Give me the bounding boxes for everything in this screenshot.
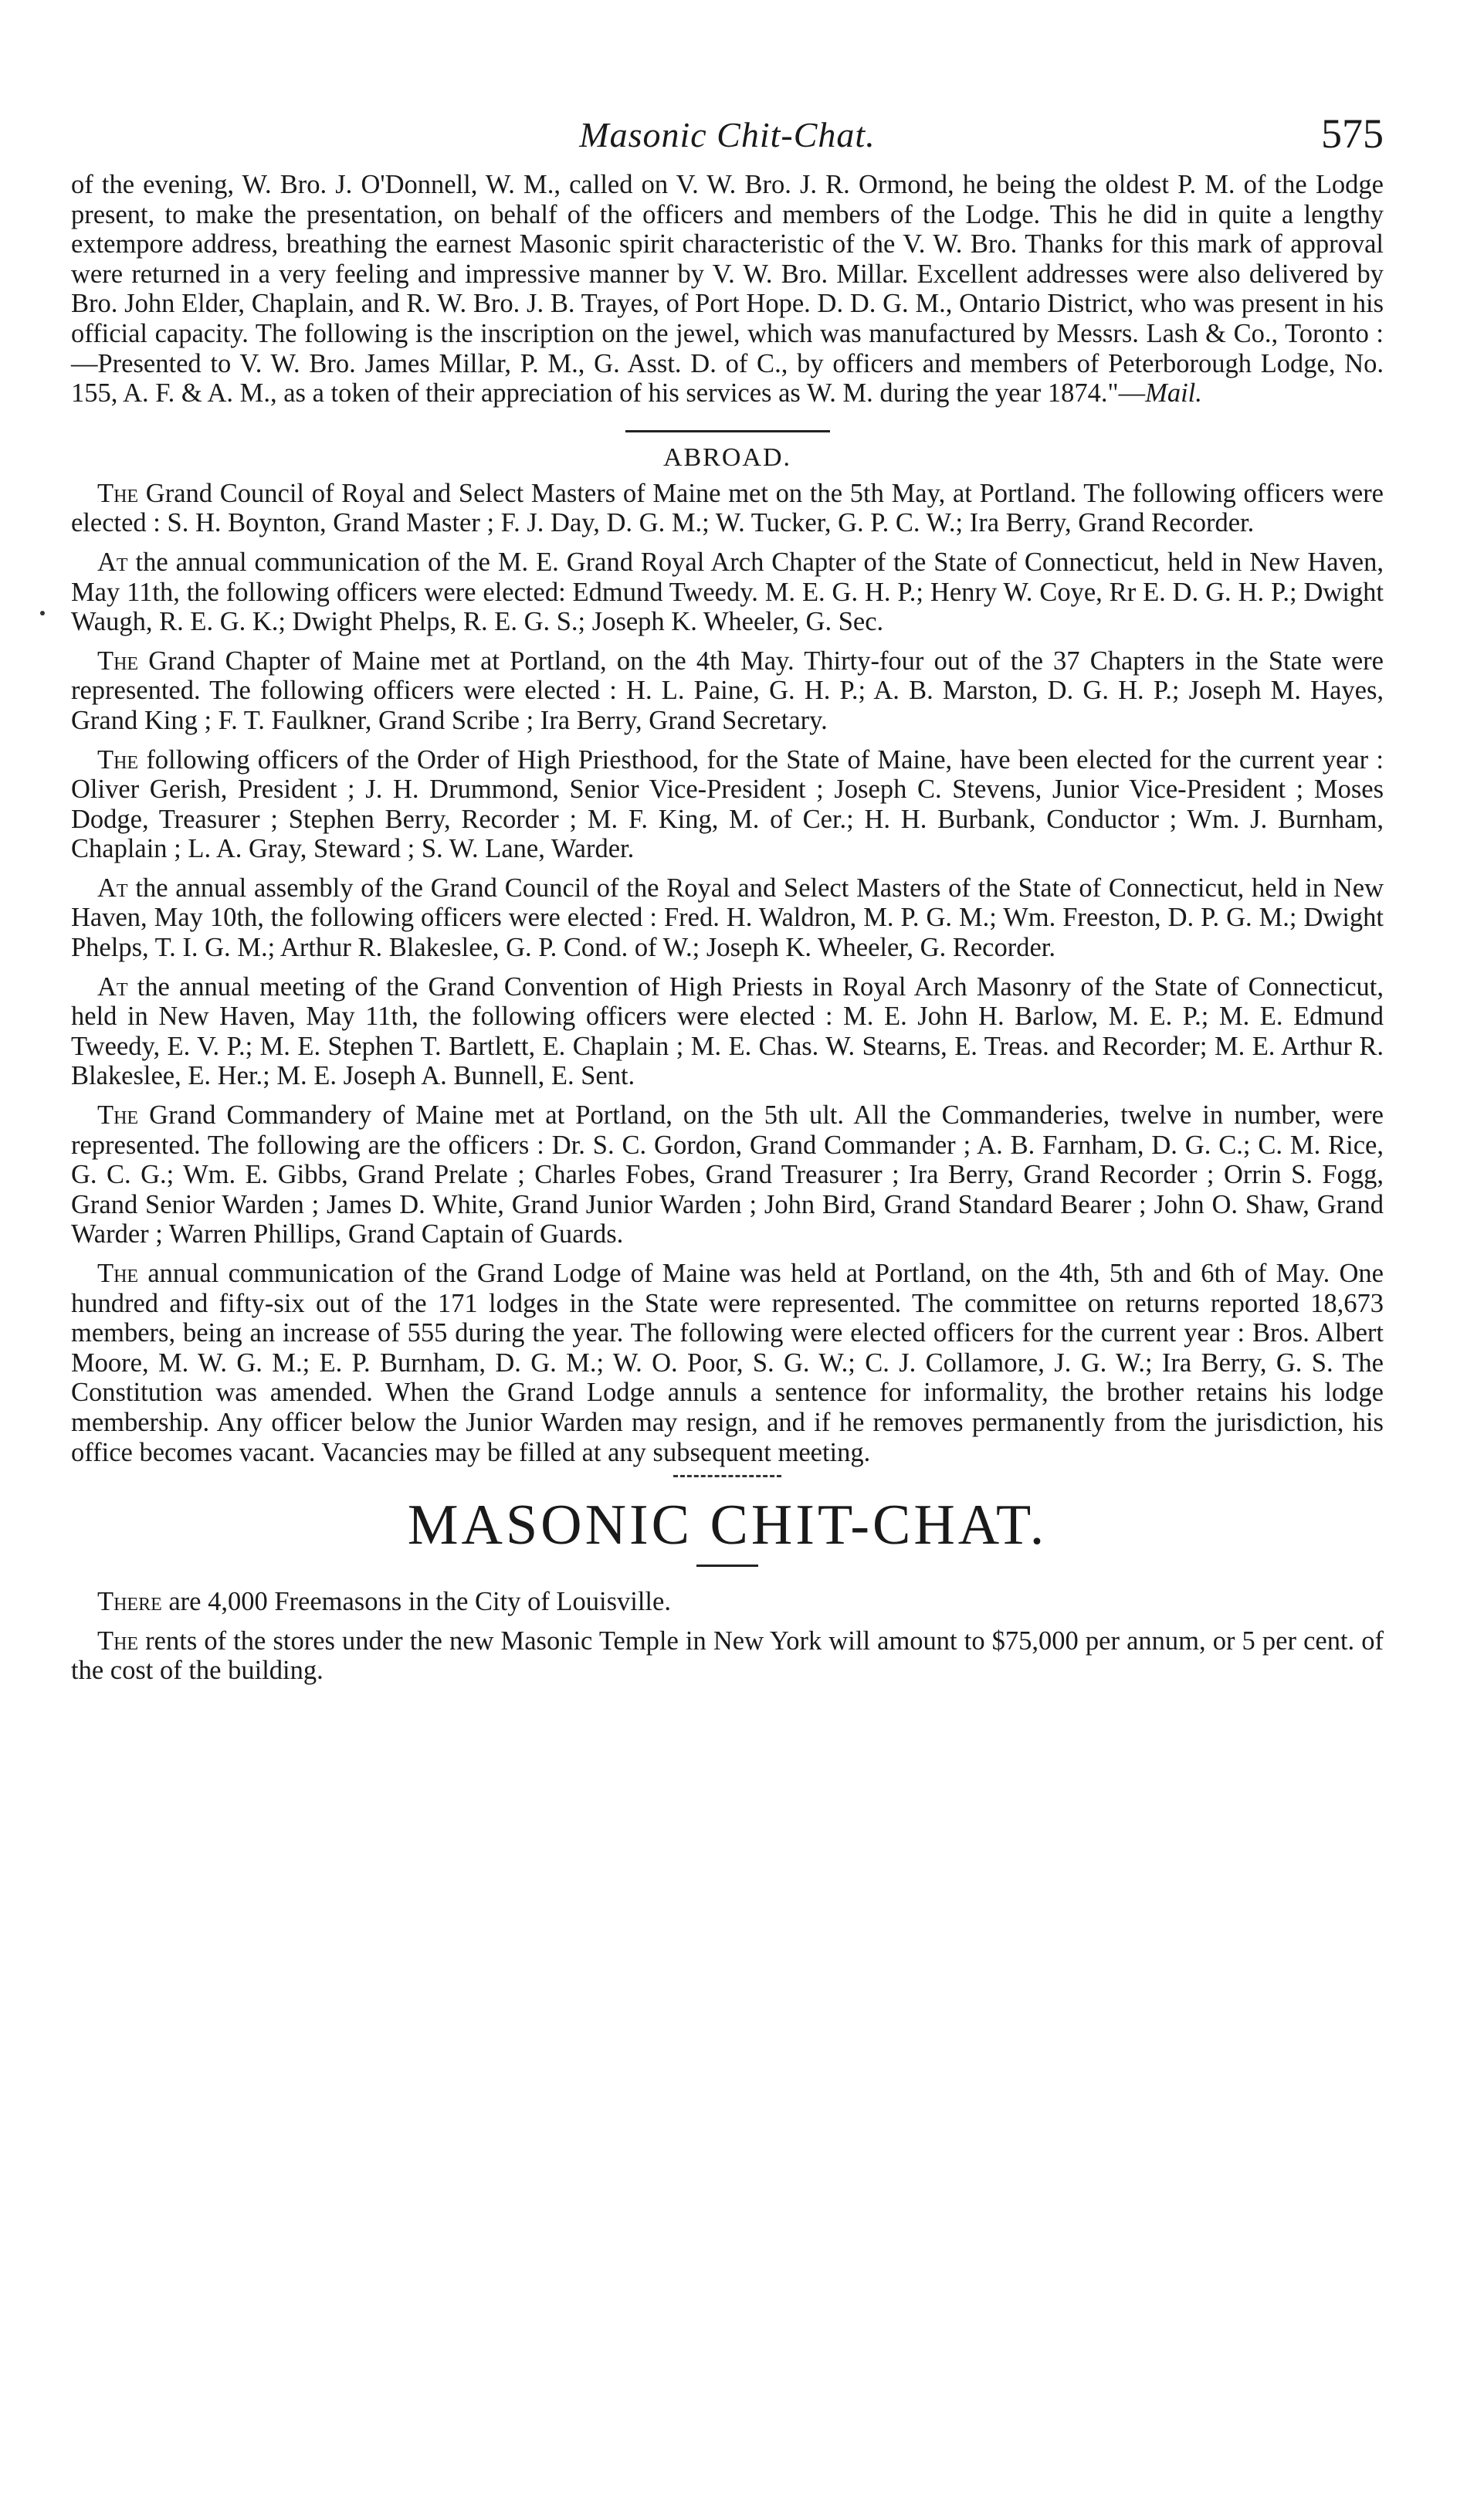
abroad-paragraph-2	[71, 548, 1384, 637]
intro-source: Mail.	[1145, 378, 1202, 409]
abroad-heading: ABROAD.	[662, 442, 792, 472]
lead-word: The	[97, 1100, 139, 1131]
intro-paragraph	[71, 170, 1384, 409]
heading-underline	[696, 1565, 758, 1567]
chit-chat-section	[71, 1587, 1384, 1686]
paragraph-text: are 4,000 Freemasons in the City of Louisville.	[161, 1587, 671, 1617]
paragraph-text: Grand Council of Royal and Select Masters of Maine met on the 5th May, at Portland. The following officers were elected : S. H. Boynton, Grand Master ; F. J. Day, D. G. M.; W. Tucker, G. P. C. W.; Ira Berry, Grand Recorder.	[71, 478, 1384, 538]
running-head	[71, 108, 1384, 170]
abroad-section	[71, 479, 1384, 1467]
chit-chat-heading: MASONIC CHIT-CHAT.	[407, 1493, 1048, 1558]
paragraph-text: following officers of the Order of High Priesthood, for the State of Maine, have been elected for the current year : Oliver Gerish, President ; J. H. Drummond, Senior Vice-President ; Joseph C. Stevens, Junior Vice-President ; Moses Dodge, Treasurer ; Stephen Berry, Recorder ; M. F. King, M. of Cer.; H. H. Burbank, Conductor ; Wm. J. Burnham, Chaplain ; L. A. Gray, Steward ; S. W. Lane, Warder.	[71, 744, 1384, 864]
lead-word: The	[97, 1259, 139, 1288]
abroad-paragraph-8	[71, 1259, 1384, 1467]
section-rule	[625, 430, 830, 432]
page	[71, 108, 1384, 1686]
paragraph-text: rents of the stores under the new Masonic Temple in New York will amount to $75,000 per annum, or 5 per cent. of the cost of the building.	[71, 1626, 1384, 1686]
page-number: 575	[1321, 110, 1384, 157]
running-title: Masonic Chit-Chat.	[579, 115, 876, 154]
paragraph-text: Grand Chapter of Maine met at Portland, on the 4th May. Thirty-four out of the 37 Chapters in the State were represented. The following officers were elected : H. L. Paine, G. H. P.; A. B. Marston, D. G. H. P.; Joseph M. Hayes, Grand King ; F. T. Faulkner, Grand Scribe ; Ira Berry, Grand Secretary.	[71, 646, 1384, 735]
lead-word: The	[97, 646, 139, 676]
paragraph-text: annual communication of the Grand Lodge of Maine was held at Portland, on the 4th, 5th and 6th of May. One hundred and fifty-six out of the 171 lodges in the State were represented. The committee on returns reported 18,673 members, being an increase of 555 during the year. The following were elected officers for the current year : Bros. Albert Moore, M. W. G. M.; E. P. Burnham, D. G. M.; W. O. Poor, S. G. W.; C. J. Collamore, J. G. W.; Ira Berry, G. S. The Constitution was amended. When the Grand Lodge annuls a sentence for informality, the brother retains his lodge membership. Any officer below the Junior Warden may resign, and if he removes permanently from the jurisdiction, his office becomes vacant. Vacancies may be filled at any subsequent meeting.	[71, 1259, 1384, 1467]
lead-word: There	[97, 1587, 162, 1617]
dashed-separator	[673, 1475, 781, 1477]
intro-text: of the evening, W. Bro. J. O'Donnell, W. M., called on V. W. Bro. J. R. Ormond, he being the oldest P. M. of the Lodge present, to make the presentation, on behalf of the officers and members of the Lodge. This he did in quite a lengthy extempore address, breathing the earnest Masonic spirit characteristic of the V. W. Bro. Thanks for this mark of approval were returned in a very feeling and impressive manner by V. W. Bro. Millar. Excellent addresses were also delivered by Bro. John Elder, Chaplain, and R. W. Bro. J. B. Trayes, of Port Hope. D. D. G. M., Ontario District, who was present in his official capacity. The following is the inscription on the jewel, which was manufactured by Messrs. Lash & Co., Toronto :—Presented to V. W. Bro. James Millar, P. M., G. Asst. D. of C., by officers and members of Peterborough Lodge, No. 155, A. F. & A. M., as a token of their appreciation of his services as W. M. during the year 1874."—	[71, 170, 1384, 409]
lead-word: The	[97, 478, 139, 508]
abroad-paragraph-3	[71, 646, 1384, 736]
chit-paragraph-2	[71, 1626, 1384, 1686]
paragraph-text: the annual communication of the M. E. Grand Royal Arch Chapter of the State of Connecticut, held in New Haven, May 11th, the following officers were elected: Edmund Tweedy. M. E. G. H. P.; Henry W. Coye, Rr E. D. G. H. P.; Dwight Waugh, R. E. G. K.; Dwight Phelps, R. E. G. S.; Joseph K. Wheeler, G. Sec.	[71, 547, 1384, 637]
lead-word: The	[97, 744, 139, 775]
paragraph-text: Grand Commandery of Maine met at Portland, on the 5th ult. All the Commanderies, twelve in number, were represented. The following are the officers : Dr. S. C. Gordon, Grand Commander ; A. B. Farnham, D. G. C.; C. M. Rice, G. C. G.; Wm. E. Gibbs, Grand Prelate ; Charles Fobes, Grand Treasurer ; Ira Berry, Grand Recorder ; Orrin S. Fogg, Grand Senior Warden ; James D. White, Grand Junior Warden ; John Bird, Grand Standard Bearer ; John O. Shaw, Grand Warder ; Warren Phillips, Grand Captain of Guards.	[71, 1100, 1384, 1249]
abroad-paragraph-5	[71, 873, 1384, 963]
lead-word: At	[97, 971, 128, 1002]
paragraph-text: the annual meeting of the Grand Convention of High Priests in Royal Arch Masonry of the State of Connecticut, held in New Haven, May 11th, the following officers were elected : M. E. John H. Barlow, M. E. P.; M. E. Edmund Tweedy, E. V. P.; M. E. Stephen T. Bartlett, E. Chaplain ; M. E. Chas. W. Stearns, E. Treas. and Recorder; M. E. Arthur R. Blakeslee, E. Her.; M. E. Joseph A. Bunnell, E. Sent.	[71, 971, 1384, 1091]
lead-word: The	[97, 1626, 139, 1656]
abroad-paragraph-4	[71, 745, 1384, 864]
stray-dot	[40, 611, 45, 615]
abroad-paragraph-6	[71, 972, 1384, 1091]
paragraph-text: the annual assembly of the Grand Council of the Royal and Select Masters of the State of Connecticut, held in New Haven, May 10th, the following officers were elected : Fred. H. Waldron, M. P. G. M.; Wm. Freeston, D. P. G. M.; Dwight Phelps, T. I. G. M.; Arthur R. Blakeslee, G. P. Cond. of W.; Joseph K. Wheeler, G. Recorder.	[71, 873, 1384, 963]
chit-paragraph-1	[71, 1587, 1384, 1617]
lead-word: At	[97, 547, 128, 577]
lead-word: At	[97, 873, 128, 903]
abroad-paragraph-7	[71, 1100, 1384, 1249]
abroad-paragraph-1	[71, 479, 1384, 538]
